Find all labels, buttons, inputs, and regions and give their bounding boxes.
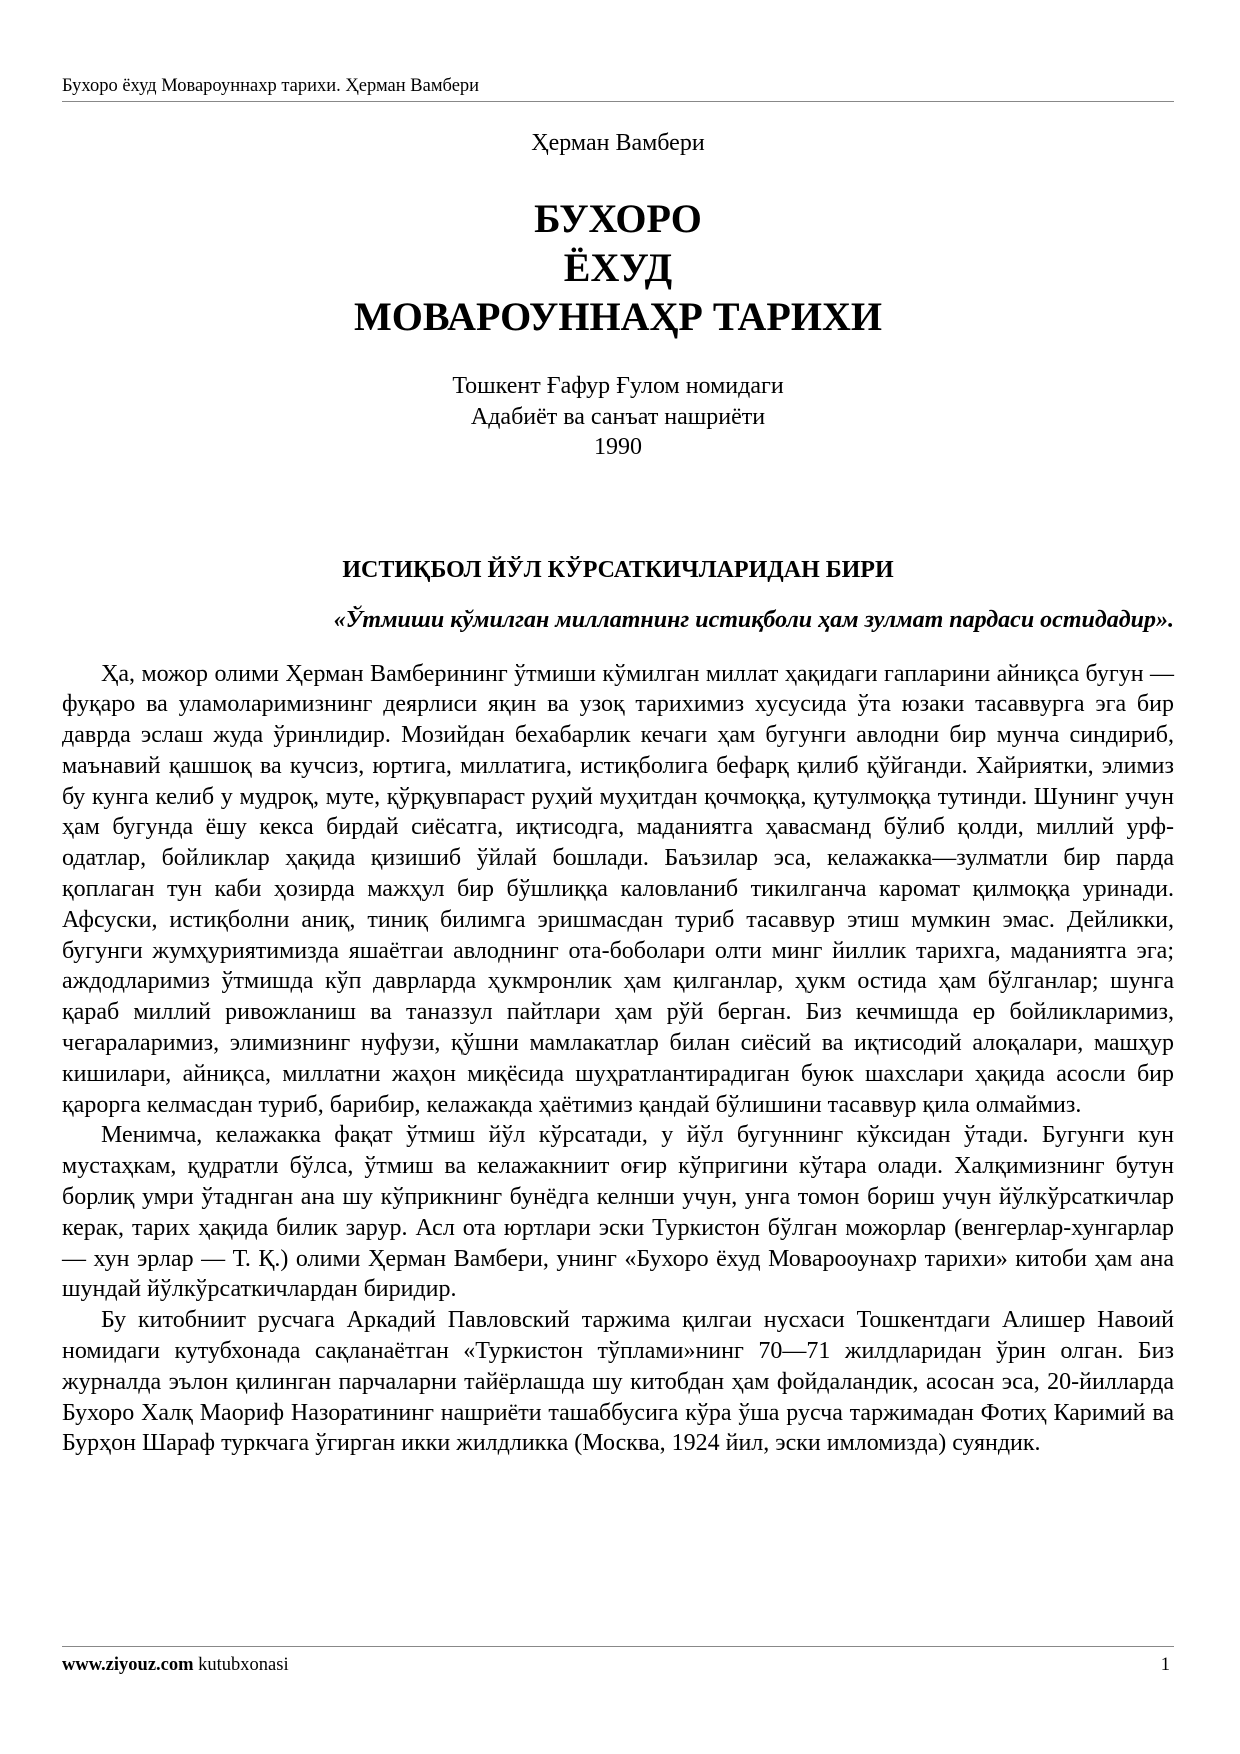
page-footer — [62, 1646, 1174, 1677]
book-title — [62, 194, 1174, 341]
publisher-info — [62, 371, 1174, 463]
page-content — [62, 128, 1174, 1459]
running-header — [62, 74, 1174, 102]
publication-year: 1990 — [594, 434, 642, 460]
epigraph: «Ўтмиши кўмилган миллатнинг истиқболи ҳам зулмат пардаси остидадир». — [333, 606, 1174, 633]
publisher-line: Адабиёт ва санъат нашриёти — [470, 403, 766, 430]
page-number: 1 — [1160, 1655, 1170, 1675]
section-title: ИСТИҚБОЛ ЙЎЛ КЎРСАТКИЧЛАРИДАН БИРИ — [342, 556, 894, 583]
paragraph: Ҳа, можор олими Ҳерман Вамберининг ўтмиши кўмилган миллат ҳақидаги гапларини айниқса бугун — фуқаро ва уламоларимизнинг деярлиси яқин ва узоқ тарихимиз хусусида ўта юзаки тасаввурга эга бир даврда эслаш жуда ўринлидир. Мозийдан бехабарлик кечаги ҳам бугунги авлодни бир мунча синдириб, маънавий қашшоқ ва кучсиз, юртига, миллатига, истиқболига бефарқ қилиб қўйганди. Хайриятки, элимиз бу кунга келиб у мудроқ, муте, қўрқувпараст руҳий муҳитдан қочмоққа, қутулмоққа тутинди. Шунинг учун ҳам бугунда ёшу кекса бирдай сиёсатга, иқтисодга, маданиятга ҳавасманд бўлиб қолди, миллий урф-одатлар, бойликлар ҳақида қизишиб ўйлай бошлади. Баъзилар эса, келажакка—зулматли бир парда қоплаган тун каби ҳозирда мажҳул бир бўшлиққа каловланиб тикилганча каромат қилмоққа уринади. Афсуски, истиқболни аниқ, тиниқ билимга эришмасдан туриб тасаввур этиш мумкин эмас. Дейликки, бугунги жумҳуриятимизда яшаётгаи авлоднинг ота-боболари олти минг йиллик тарихга, маданиятга эга; аждодларимиз ўтмишда кўп даврларда ҳукмронлик ҳам қилганлар, ҳукм остида ҳам бўлганлар; шунга қараб миллий ривожланиш ва таназзул пайтлари ҳам рўй берган. Биз кечмишда ер бойликларимиз, чегараларимиз, элимизнинг нуфузи, қўшни мамлакатлар билан сиёсий ва иқтисодий алоқалари, машҳур кишилари, айниқса, миллатни жаҳон миқёсида шуҳратлантирадиган буюк шахслари ҳақида асосли бир қарорга келмасдан туриб, барибир, келажакда ҳаётимиз қандай бўлишини тасаввур қила олмаймиз. — [62, 660, 1174, 1118]
book-title-line: БУХОРО — [534, 196, 702, 241]
author-name: Ҳерман Вамбери — [531, 130, 705, 156]
paragraph: Менимча, келажакка фақат ўтмиш йўл кўрсатади, у йўл бугуннинг кўксидан ўтади. Бугунги кун мустаҳкам, қудратли бўлса, ўтмиш ва келажакниит оғир кўпригини кўтара олади. Халқимизнинг бутун борлиқ умри ўтаднган ана шу кўприкнинг бунёдга келнши учун, унга томон бориш учун йўлкўрсаткичлар керак, тарих ҳақида билик зарур. Асл ота юртлари эски Туркистон бўлган можорлар (венгерлар-хунгарлар — хун эрлар — Т. Қ.) олими Ҳерман Вамбери, унинг «Бухоро ёхуд Моварооунахр тарихи» китоби ҳам ана шундай йўлкўрсаткичлардан биридир. — [62, 1122, 1174, 1303]
book-title-line: МОВАРОУННАҲР ТАРИХИ — [354, 294, 882, 339]
footer-site-link[interactable]: www.ziyouz.com — [62, 1655, 194, 1675]
footer-site-suffix: kutubxonasi — [193, 1655, 289, 1675]
body-text — [62, 659, 1174, 1460]
running-header-title: Бухоро ёхуд Мовароуннахр тарихи. Ҳерман Вамбери — [62, 76, 480, 96]
paragraph: Бу китобниит русчага Аркадий Павловский таржима қилгаи нусхаси Тошкентдаги Алишер Навоий номидаги кутубхонада сақланаётган «Туркистон тўплами»нинг 70—71 жилдларидан ўрин олган. Биз журналда эълон қилинган парчаларни тайёрлашда шу китобдан ҳам фойдаландик, асосан эса, 20-йилларда Бухоро Халқ Маориф Назоратининг нашриёти ташаббусига кўра ўша русча таржимадан Фотиҳ Каримий ва Бурҳон Шараф туркчага ўгирган икки жилдликка (Москва, 1924 йил, эски имломизда) суяндик. — [62, 1307, 1174, 1457]
publisher-line: Тошкент Ғафур Ғулом номидаги — [452, 373, 784, 399]
book-title-line: ЁХУД — [563, 245, 673, 290]
